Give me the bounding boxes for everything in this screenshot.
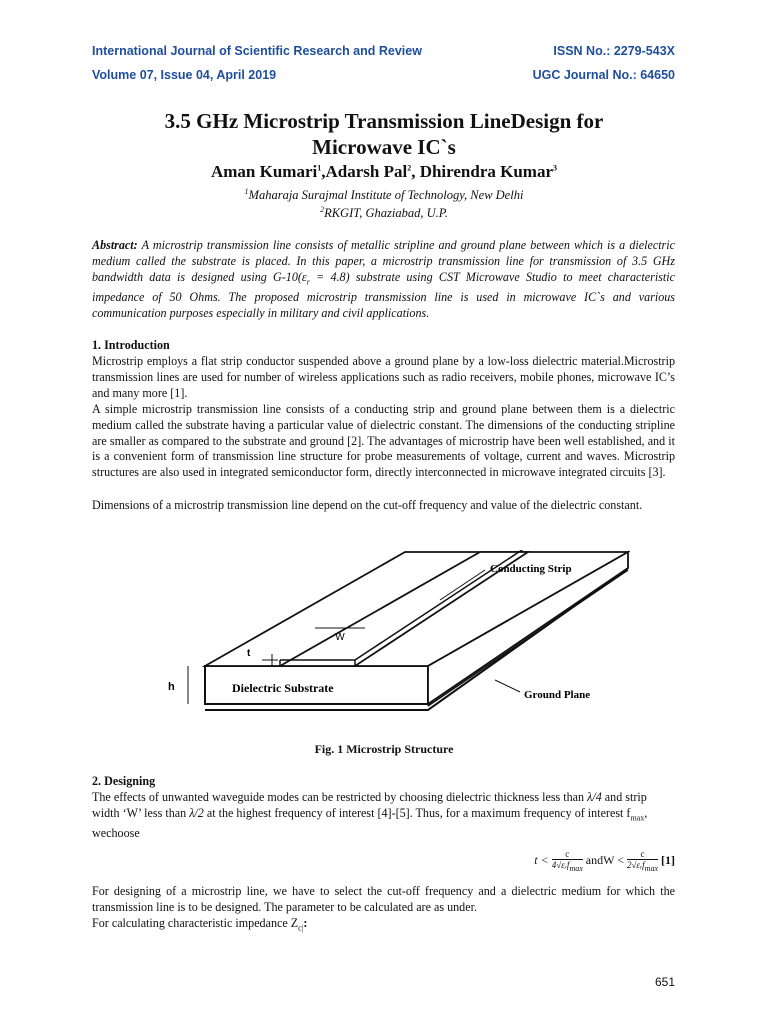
design-paragraph-1 bbox=[92, 790, 675, 842]
design-text-3: at the highest frequency of interest [4]-[5]. Thus, for a maximum frequency of interest f bbox=[203, 805, 631, 820]
figure-label-w: W bbox=[335, 632, 345, 643]
author-3: Dhirendra Kumar bbox=[419, 162, 554, 181]
equation-1 bbox=[534, 849, 675, 874]
intro-paragraph-2: A simple microstrip transmission line consists of a conducting strip and ground plane between them is a dielectric medium called the substrate having a particular value of dielectric constant. The dimensions of the conducting stripline are smaller as compared to the substrate and ground [2]. The advantages of microstrip have been well established, and it is a convenient form of transmission line structure for probe measurements of voltage, current and waves. Microstrip structures are also used in integrated semiconductor form, directly interconnected in microwave integrated circuits [3]. bbox=[92, 402, 675, 480]
abstract-text-1: A microstrip transmission line consists of metallic stripline and ground plane between which is a dielectric medium called the substrate is placed. In this paper, a microstrip transmission line for transmission of 3.5 GHz bandwidth data is designed using G-10( bbox=[92, 238, 675, 284]
figure-label-ground-plane: Ground Plane bbox=[524, 689, 591, 701]
paper-title-line1: 3.5 GHz Microstrip Transmission LineDesign for bbox=[164, 109, 604, 133]
affiliation-2-marker: 2 bbox=[320, 205, 325, 214]
issn-number: ISSN No.: 2279-543X bbox=[553, 44, 675, 58]
design-paragraph-3 bbox=[92, 916, 675, 936]
figure-label-t: t bbox=[247, 648, 251, 659]
eq-fraction-1 bbox=[552, 849, 583, 874]
author-list: Aman Kumari$^1$,Adarsh Pal$^2$, Dhirendra Kumar$^3$ bbox=[210, 162, 558, 181]
eq-numerator-2: c bbox=[627, 849, 658, 860]
intro-paragraph-1: Microstrip employs a flat strip conductor suspended above a ground plane by a low-loss dielectric material.Microstrip transmission lines are used for number of wireless applications such as radio receivers, mobile phones, microwave IC’s and many more [1]. bbox=[92, 354, 675, 400]
ugc-journal-number: UGC Journal No.: 64650 bbox=[532, 68, 675, 82]
microstrip-structure-figure bbox=[150, 550, 630, 725]
figure-caption: Fig. 1 Microstrip Structure bbox=[314, 742, 454, 756]
eq-denominator-2: 2√εᵣf$_{max}$ bbox=[626, 860, 658, 873]
author-1: Aman Kumari bbox=[210, 162, 318, 181]
figure-label-h: h bbox=[168, 681, 175, 693]
journal-name: International Journal of Scientific Research and Review bbox=[92, 44, 422, 58]
affiliation-1-text: Maharaja Surajmal Institute of Technology, New Delhi bbox=[248, 188, 524, 203]
design-text-1: The effects of unwanted waveguide modes can be restricted by choosing dielectric thickness less than bbox=[92, 790, 588, 804]
zc-subscript: c| bbox=[298, 923, 304, 933]
epsilon-subscript: r bbox=[306, 277, 310, 286]
affiliation-1 bbox=[0, 187, 768, 203]
design-text-4: , wechoose bbox=[92, 805, 648, 840]
intro-paragraph-3: Dimensions of a microstrip transmission line depend on the cut-off frequency and value of the dielectric constant. bbox=[92, 498, 643, 512]
page-number: 651 bbox=[654, 975, 675, 989]
volume-issue: Volume 07, Issue 04, April 2019 bbox=[92, 68, 277, 82]
design-paragraph-2: For designing of a microstrip line, we have to select the cut-off frequency and a dielectric medium for which the transmission line is to be designed. The parameter to be calculated are as under. bbox=[92, 884, 675, 914]
affiliation-2-text: RKGIT, Ghaziabad, U.P. bbox=[324, 206, 448, 221]
eq-and: andW < bbox=[585, 853, 624, 868]
paper-title-line2: Microwave IC`s bbox=[312, 135, 456, 159]
eq-reference: [1] bbox=[661, 853, 675, 868]
affiliation-2 bbox=[0, 205, 768, 221]
eq-denominator-1: 4√εᵣf$_{max}$ bbox=[551, 860, 583, 873]
fmax-subscript: max bbox=[630, 813, 645, 823]
design-text-5: For calculating characteristic impedance Z bbox=[92, 916, 299, 930]
epsilon-symbol: ε bbox=[301, 269, 307, 284]
design-text-2: and strip width ‘W’ less than bbox=[92, 790, 647, 820]
abstract-text-2: = 4.8) substrate using CST Microwave Studio to meet characteristic impedance of 50 Ohms. The proposed microstrip transmission line is used in microwave IC`s and various communication purposes especially in military and civil applications. bbox=[92, 269, 675, 320]
abstract bbox=[92, 238, 675, 321]
author-2: Adarsh Pal bbox=[325, 162, 408, 181]
lambda-half: λ/2 bbox=[189, 805, 204, 820]
abstract-label: Abstract: bbox=[92, 238, 138, 252]
section-heading-designing: 2. Designing bbox=[92, 774, 156, 788]
figure-label-conducting-strip: Conducting Strip bbox=[490, 563, 572, 575]
design-text-6: : bbox=[303, 916, 308, 930]
eq-numerator-1: c bbox=[552, 849, 583, 860]
lambda-quarter: λ/4 bbox=[587, 790, 602, 804]
eq-fraction-2 bbox=[627, 849, 658, 874]
eq-t: t < bbox=[534, 853, 549, 868]
section-heading-introduction: 1. Introduction bbox=[92, 338, 170, 352]
paper-title bbox=[0, 108, 768, 160]
figure-label-substrate: Dielectric Substrate bbox=[232, 681, 334, 695]
affiliation-1-marker: 1 bbox=[244, 187, 249, 196]
